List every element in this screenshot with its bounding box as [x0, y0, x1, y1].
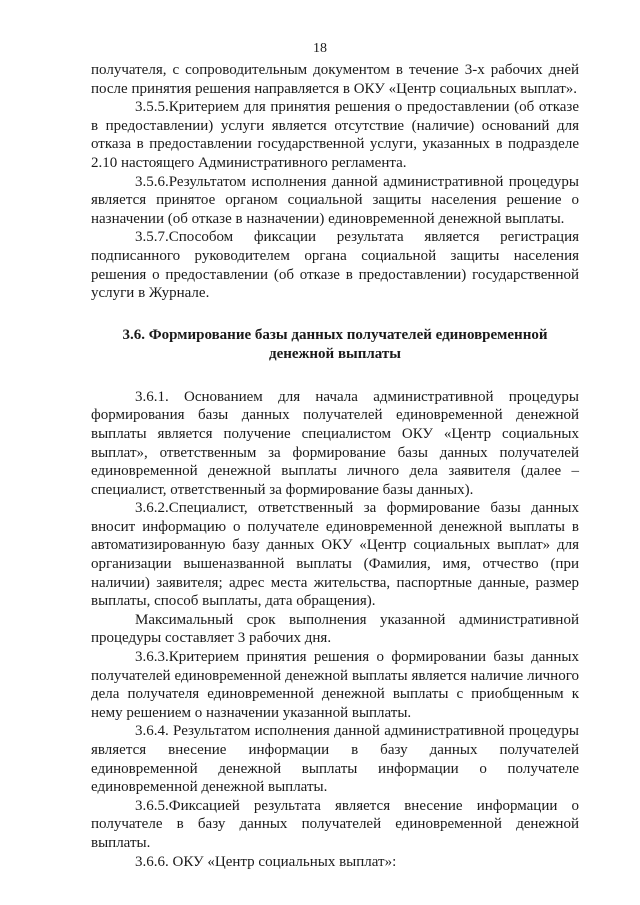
page-number: 18 [313, 41, 327, 56]
paragraph-3-6-4: 3.6.4. Результатом исполнения данной административной процедуры является внесение информации в базу данных получателей единовременной денежной выплаты информации о получателе единовременной денежной выплаты. [91, 723, 579, 796]
page-content [91, 61, 579, 871]
paragraph-3-5-5: 3.5.5.Критерием для принятия решения о предоставлении (об отказе в предоставлении) услуги является отсутствие (наличие) оснований для отказа в предоставлении государственной услуги, указанных в подразделе 2.10 настоящего Административного регламента. [91, 99, 579, 171]
paragraph-3-6-6: 3.6.6. ОКУ «Центр социальных выплат»: [135, 853, 397, 870]
paragraph-3-5-6: 3.5.6.Результатом исполнения данной административной процедуры является принятое органом социальной защиты населения решение о назначении (об отказе в назначении) единовременной денежной выплаты. [91, 173, 579, 227]
paragraph-3-5-7: 3.5.7.Способом фиксации результата является регистрация подписанного руководителем органа социальной защиты населения решения о предоставлении (об отказе в предоставлении) государственной услуги в Журнале. [91, 229, 579, 302]
paragraph-continuation: получателя, с сопроводительным документом в течение 3-х рабочих дней после принятия решения направляется в ОКУ «Центр социальных выплат». [91, 62, 579, 97]
paragraph-3-6-2: 3.6.2.Специалист, ответственный за формирование базы данных вносит информацию о получателе единовременной денежной выплаты в автоматизированную базу данных ОКУ «Центр социальных выплат» для организации вышеназванной выплаты (Фамилия, имя, отчество (при наличии) заявителя; адрес места жительства, паспортные данные, размер выплаты, способ выплаты, дата обращения). [91, 500, 579, 610]
section-heading-3-6: 3.6. Формирование базы данных получателей единовременной денежной выплаты [122, 326, 548, 362]
paragraph-max-term: Максимальный срок выполнения указанной административной процедуры составляет 3 рабочих дня. [91, 611, 579, 647]
paragraph-3-6-1: 3.6.1. Основанием для начала административной процедуры формирования базы данных получателей единовременной денежной выплаты является получение специалистом ОКУ «Центр социальных выплат», ответственным за формирование базы данных получателей единовременной денежной выплаты личного дела заявителя (далее – специалист, ответственный за формирование базы данных). [91, 388, 579, 498]
paragraph-3-6-5: 3.6.5.Фиксацией результата является внесение информации о получателе в базу данных получателей единовременной денежной выплаты. [91, 797, 579, 851]
paragraph-3-6-3: 3.6.3.Критерием принятия решения о формировании базы данных получателей единовременной денежной выплаты является наличие личного дела получателя единовременной денежной выплаты с приобщенным к нему решением о назначении указанной выплаты. [91, 649, 579, 721]
